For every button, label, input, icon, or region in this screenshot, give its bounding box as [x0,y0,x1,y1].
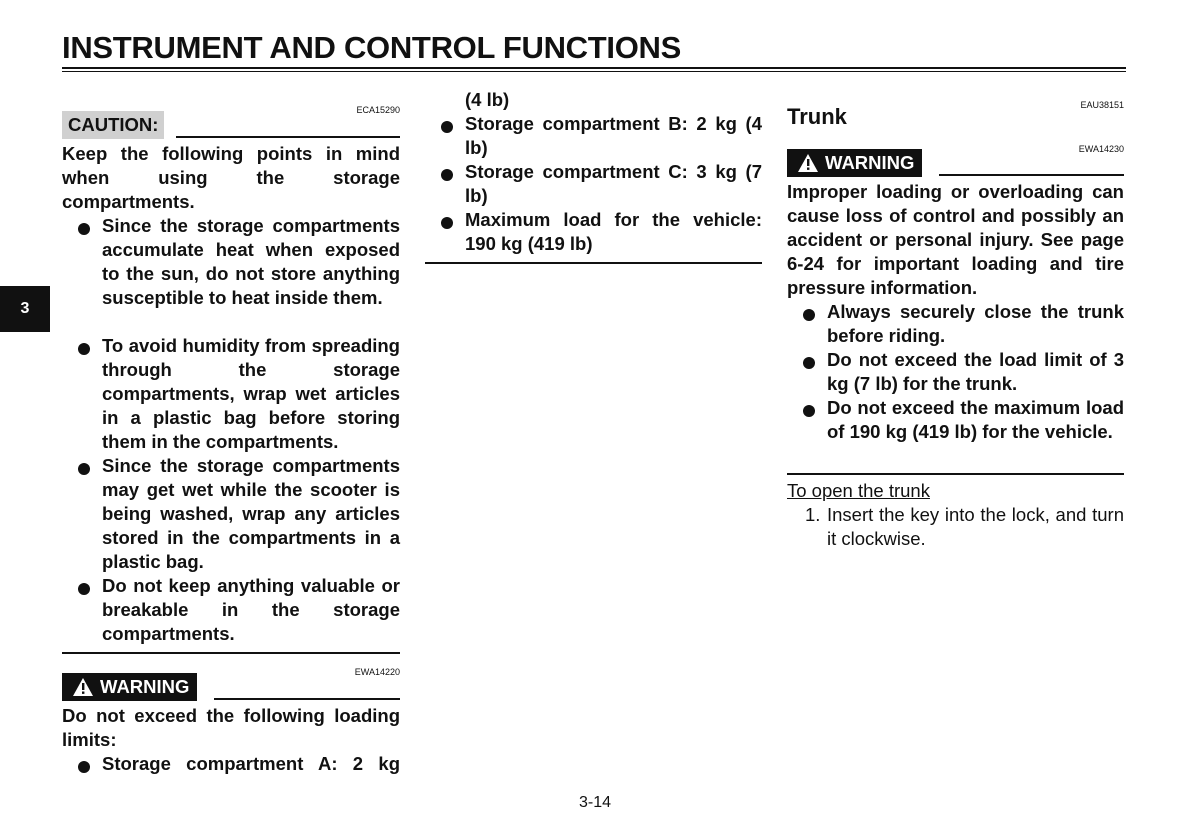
middle-column: (4 lb) Storage compartment B: 2 kg (4 lb) Storage compartment C: 3 kg (7 lb) Maximum load for the vehicle: 190 kg (419 lb) [425,0,762,838]
warning-end-rule [425,262,762,264]
page-title: INSTRUMENT AND CONTROL FUNCTIONS [62,30,681,65]
caution-label-rule [176,136,400,138]
bullet-icon [441,217,453,229]
warning-label: WARNING [787,149,922,177]
bullet-icon [78,583,90,595]
warning-label-rule [939,174,1124,176]
section-heading: Trunk [787,104,847,129]
chapter-tab: 3 [0,286,50,332]
caution-intro: Keep the following points in mind when using the storage compartments. [62,143,400,212]
warning-label: WARNING [62,673,197,701]
warning-intro: Do not exceed the following loading limits: [62,705,400,750]
page-number: 3-14 [578,794,612,811]
warning-label-rule [214,698,400,700]
bullet-icon [803,405,815,417]
warning-text: Improper loading or overloading can cause loss of control and possibly an accident or personal injury. See page 6-24 for important loading and tire pressure information. [787,181,1124,298]
warning-triangle-icon [797,153,819,173]
bullet-icon [78,223,90,235]
caution-code: ECA15290 [356,105,400,115]
step-text: Insert the key into the lock, and turn it clockwise. [827,504,1124,549]
bullet-icon [78,463,90,475]
bullet-icon [441,121,453,133]
bullet-icon [78,761,90,773]
right-column: EAU38151 Trunk EWA14230 WARNING Improper loading or overloading can cause loss of control and possibly an accident or personal injury. See page 6-24 for important loading and tire pressure information. Always securely close the trunk before riding. Do not exceed the load limit of 3 kg (7 lb) for the trunk. Do not exceed the maximum load of 190 kg (419 lb) for the vehicle. To open the trunk 1. Insert the key into the lock, and turn it clockwise. [787,0,1124,838]
left-column: ECA15290 CAUTION: Keep the following points in mind when using the storage compartments. Since the storage compartments accumulate heat when exposed to the sun, do not store anything susceptible to heat inside them. To avoid humidity from spreading through the storage compartments, wrap wet articles in a plastic bag before storing them in the compartments. Since the storage compartments may get wet while the scooter is being washed, wrap any articles stored in the compartments in a plastic bag. Do not keep anything valuable or breakable in the storage compartments. EWA14220 WARNING Do not exceed the following loading limits: Storage compartment A: 2 kg [62,0,400,838]
bullet-icon [803,309,815,321]
warning-code: EWA14230 [1078,144,1124,154]
caution-label: CAUTION: [62,111,164,139]
step-number: 1. [805,504,821,525]
bullet-icon [441,169,453,181]
bullet-icon [803,357,815,369]
continued-text: (4 lb) [465,89,510,110]
subheading: To open the trunk [787,480,930,501]
warning-triangle-icon [72,677,94,697]
caution-end-rule [62,652,400,654]
bullet-icon [78,343,90,355]
warning-end-rule [787,473,1124,475]
warning-code: EWA14220 [354,667,400,677]
section-code: EAU38151 [1080,100,1124,110]
